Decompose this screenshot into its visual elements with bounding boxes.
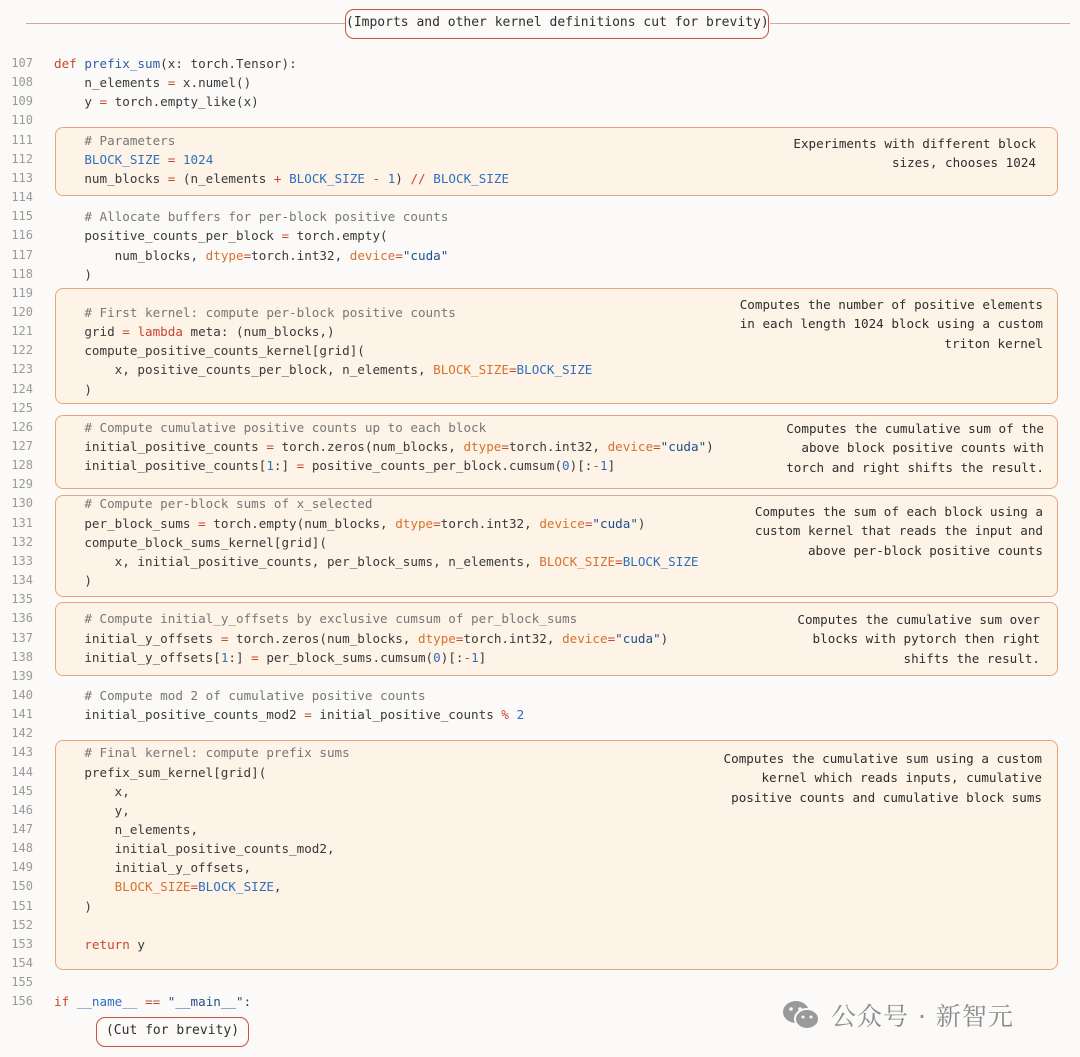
line-number: 155 — [11, 975, 33, 990]
line-number: 108 — [11, 75, 33, 90]
line-number: 140 — [11, 687, 33, 702]
code-line: BLOCK_SIZE = 1024 — [84, 151, 214, 167]
code-line: num_blocks = (n_elements + BLOCK_SIZE - 1) // BLOCK_SIZE — [54, 170, 510, 186]
code-line: n_elements, — [54, 822, 199, 837]
line-number: 147 — [11, 822, 33, 836]
annotation-text: Computes the cumulative sum of the above block positive counts with torch and right shifts the result. — [786, 421, 1044, 475]
code-line: # Compute mod 2 of cumulative positive counts — [84, 687, 426, 703]
line-number: 122 — [11, 343, 33, 358]
line-number: 130 — [11, 496, 33, 511]
line-number: 114 — [11, 190, 33, 205]
line-number: 146 — [11, 802, 33, 817]
code-line: BLOCK_SIZE=BLOCK_SIZE, — [114, 879, 282, 895]
code-line: num_blocks, dtype=torch.int32, device="cuda" — [54, 247, 449, 263]
line-number: 118 — [11, 266, 33, 281]
line-number: 111 — [11, 132, 33, 147]
code-line: compute_positive_counts_kernel[grid]( — [54, 343, 365, 359]
code-line: initial_positive_counts_mod2, — [54, 841, 335, 857]
line-number: 119 — [11, 285, 33, 300]
line-number: 113 — [11, 170, 33, 185]
code-line: initial_positive_counts_mod2 = initial_positive_counts % 2 — [54, 707, 525, 723]
line-number: 121 — [11, 324, 33, 339]
code-line: initial_y_offsets = torch.zeros(num_blocks, dtype=torch.int32, device="cuda") — [54, 630, 669, 646]
code-line: grid = lambda meta: (num_blocks,) — [54, 324, 335, 340]
code-line: # Compute per-block sums of x_selected — [84, 496, 373, 512]
line-number: 148 — [11, 841, 33, 856]
code-line: prefix_sum_kernel[grid]( — [54, 764, 267, 780]
line-number: 151 — [11, 898, 33, 913]
line-number: 116 — [11, 228, 33, 243]
code-line: compute_block_sums_kernel[grid]( — [54, 534, 327, 550]
header-rule-left — [26, 23, 346, 24]
line-number: 110 — [11, 113, 33, 128]
code-line: n_elements = x.numel() — [54, 75, 252, 91]
code-line: y = torch.empty_like(x) — [54, 94, 259, 110]
line-number: 107 — [11, 56, 33, 70]
code-line: initial_y_offsets[1:] = per_block_sums.cumsum(0)[:-1] — [54, 649, 487, 665]
code-line: ) — [54, 573, 92, 589]
line-number: 156 — [11, 994, 33, 1009]
line-number: 143 — [11, 745, 33, 760]
code-line: # Compute cumulative positive counts up to each block — [84, 419, 487, 435]
line-number: 138 — [11, 649, 33, 664]
annotation-text: Computes the cumulative sum over blocks with pytorch then right shifts the result. — [797, 612, 1040, 666]
annotation-text: Computes the cumulative sum using a custom kernel which reads inputs, cumulative positive counts and cumulative block sums — [723, 751, 1042, 805]
line-number: 124 — [11, 381, 33, 396]
code-line: positive_counts_per_block = torch.empty( — [54, 228, 388, 244]
watermark-text: 公众号 · 新智元 — [831, 1002, 1014, 1031]
code-line: x, positive_counts_per_block, n_elements, BLOCK_SIZE=BLOCK_SIZE — [54, 362, 593, 378]
line-number: 153 — [11, 936, 33, 951]
code-line: # Allocate buffers for per-block positive counts — [84, 209, 449, 225]
line-number: 152 — [11, 917, 33, 932]
code-line: ) — [54, 898, 92, 914]
code-line: initial_positive_counts[1:] = positive_counts_per_block.cumsum(0)[:-1] — [54, 458, 616, 474]
line-number: 126 — [11, 419, 33, 434]
line-number: 120 — [11, 304, 33, 319]
code-line: # First kernel: compute per-block positive counts — [84, 304, 456, 320]
line-number: 125 — [11, 400, 33, 415]
line-number: 129 — [11, 477, 33, 492]
header-label: (Imports and other kernel definitions cut for brevity) — [345, 9, 769, 39]
code-line: initial_positive_counts = torch.zeros(num_blocks, dtype=torch.int32, device="cuda") — [54, 439, 714, 454]
code-line: initial_y_offsets, — [54, 860, 252, 876]
line-number: 132 — [11, 534, 33, 549]
line-number: 131 — [11, 515, 33, 530]
line-number: 144 — [11, 764, 33, 779]
line-number: 134 — [11, 573, 33, 588]
line-number: 150 — [11, 879, 33, 894]
code-line: ) — [54, 266, 92, 282]
line-number: 139 — [11, 668, 33, 683]
line-number: 115 — [11, 209, 33, 224]
line-number: 128 — [11, 458, 33, 473]
annotation-text: Computes the sum of each block using a custom kernel that reads the input and above per-block positive counts — [754, 504, 1043, 558]
code-line: # Compute initial_y_offsets by exclusive cumsum of per_block_sums — [84, 611, 578, 627]
line-number: 145 — [11, 783, 33, 798]
footer-label: (Cut for brevity) — [96, 1017, 249, 1047]
code-line: def prefix_sum(x: torch.Tensor): — [54, 56, 297, 71]
code-line: y, — [54, 802, 130, 818]
line-number: 141 — [11, 707, 33, 722]
line-number: 137 — [11, 630, 33, 645]
code-line: ) — [54, 381, 92, 397]
wechat-icon — [781, 999, 821, 1031]
line-number: 127 — [11, 439, 33, 453]
code-line: x, — [54, 783, 130, 799]
line-number: 133 — [11, 553, 33, 568]
watermark — [781, 996, 1051, 1034]
annotation-text: Experiments with different block sizes, chooses 1024 — [793, 136, 1036, 171]
line-number: 112 — [11, 151, 33, 166]
line-number: 154 — [11, 956, 33, 971]
line-number: 123 — [11, 362, 33, 377]
line-number: 142 — [11, 726, 33, 741]
annotation-text: Computes the number of positive elements in each length 1024 block using a custom triton kernel — [739, 297, 1043, 351]
code-line: return y — [84, 936, 146, 952]
code-line: # Final kernel: compute prefix sums — [84, 745, 350, 761]
line-number: 117 — [11, 247, 33, 262]
code-line: # Parameters — [84, 132, 176, 148]
header-rule-right — [770, 23, 1070, 24]
line-number: 149 — [11, 860, 33, 875]
code-line: per_block_sums = torch.empty(num_blocks, dtype=torch.int32, device="cuda") — [54, 515, 646, 531]
code-line: x, initial_positive_counts, per_block_sums, n_elements, BLOCK_SIZE=BLOCK_SIZE — [54, 553, 699, 569]
line-number: 135 — [11, 592, 33, 607]
code-line: if __name__ == "__main__": — [54, 994, 252, 1010]
line-number: 136 — [11, 611, 33, 626]
line-number: 109 — [11, 94, 33, 109]
